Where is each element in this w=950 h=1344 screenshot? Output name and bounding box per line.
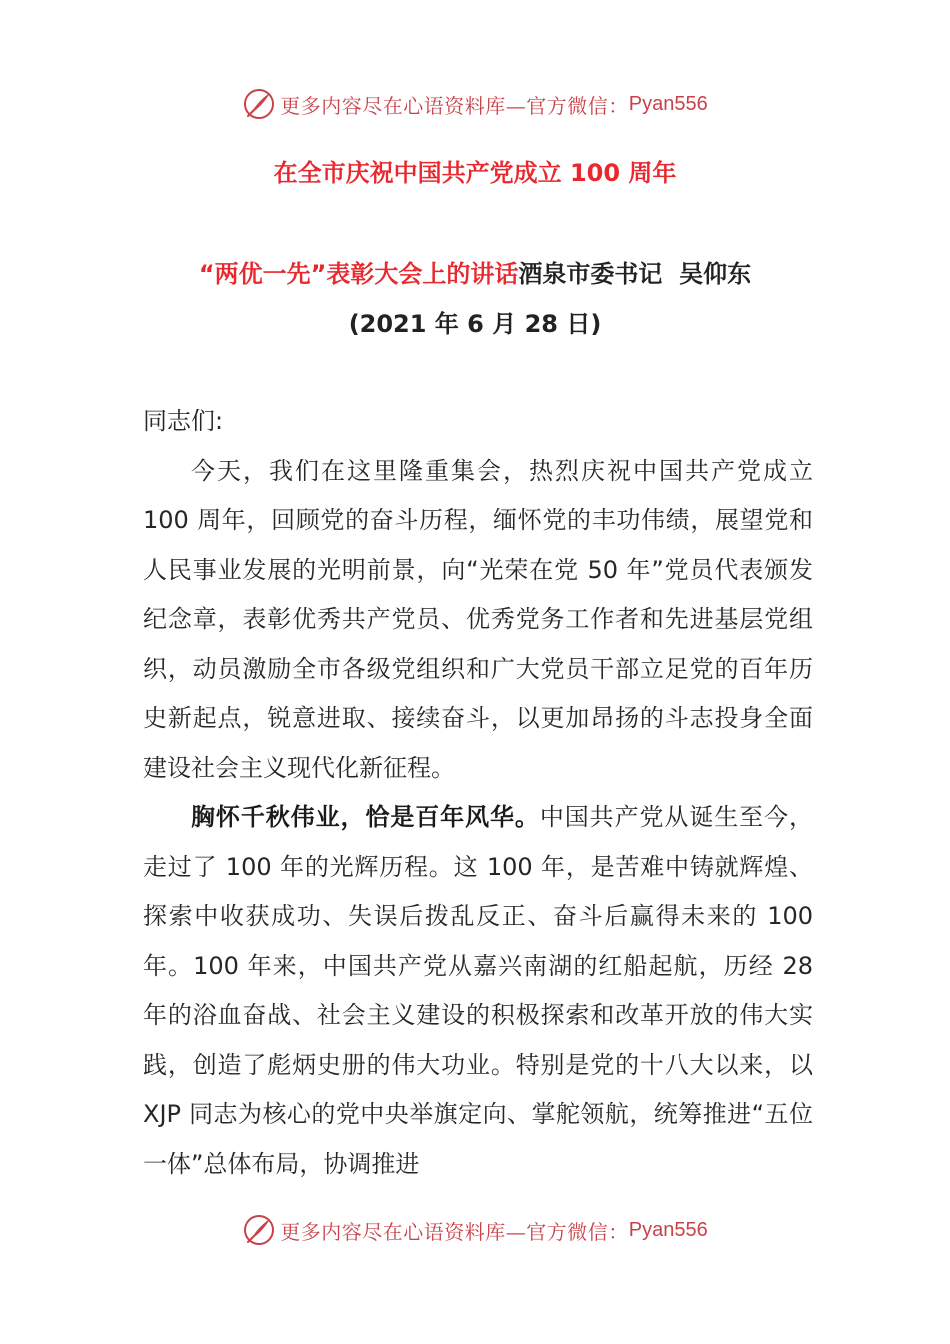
document-body [143,397,813,1189]
paragraph-2 [143,793,813,1189]
quill-pen-logo-icon [242,87,276,121]
header-watermark [0,84,950,124]
document-title-line-2 [0,254,950,289]
watermark-text: 更多内容尽在心语资料库—官方微信： [280,93,629,118]
footer-watermark [0,1210,950,1250]
document-title-red-part: “两优一先”表彰大会上的讲话 [198,260,519,288]
quill-pen-logo-icon [242,1213,276,1247]
speaker-name: 酒泉市委书记 吴仰东 [518,260,752,288]
watermark-wechat-id: Pyan556 [628,92,708,115]
paragraph-2-text: 中国共产党从诞生至今，走过了 100 年的光辉历程。这 100 年，是苦难中铸就辉煌、探索中收获成功、失误后拨乱反正、奋斗后赢得未来的 100 年。100 年来，中国共产党从嘉兴南湖的红船起航，历经 28 年的浴血奋战、社会主义建设的积极探索和改革开放的伟大实践，创造了彪炳史册的伟大功业。特别是党的十八大以来，以 XJP 同志为核心的党中央举旗定向、掌舵领航，统筹推进“五位一体”总体布局，协调推进 [143,803,814,1178]
watermark-text: 更多内容尽在心语资料库—官方微信： [280,1219,629,1244]
document-date: (2021 年 6 月 28 日) [348,310,602,338]
paragraph-1: 今天，我们在这里隆重集会，热烈庆祝中国共产党成立 100 周年，回顾党的奋斗历程，缅怀党的丰功伟绩，展望党和人民事业发展的光明前景，向“光荣在党 50 年”党员代表颁发纪念章，表彰优秀共产党员、优秀党务工作者和先进基层党组织，动员激励全市各级党组织和广大党员干部立足党的百年历史新起点，锐意进取、接续奋斗，以更加昂扬的斗志投身全面建设社会主义现代化新征程。 [143,456,813,782]
watermark-wechat-id: Pyan556 [628,1218,708,1241]
paragraph-2-heading: 胸怀千秋伟业，恰是百年风华。 [191,803,540,831]
salutation: 同志们: [143,407,224,435]
document-title-line-1: 在全市庆祝中国共产党成立 100 周年 [273,159,677,187]
